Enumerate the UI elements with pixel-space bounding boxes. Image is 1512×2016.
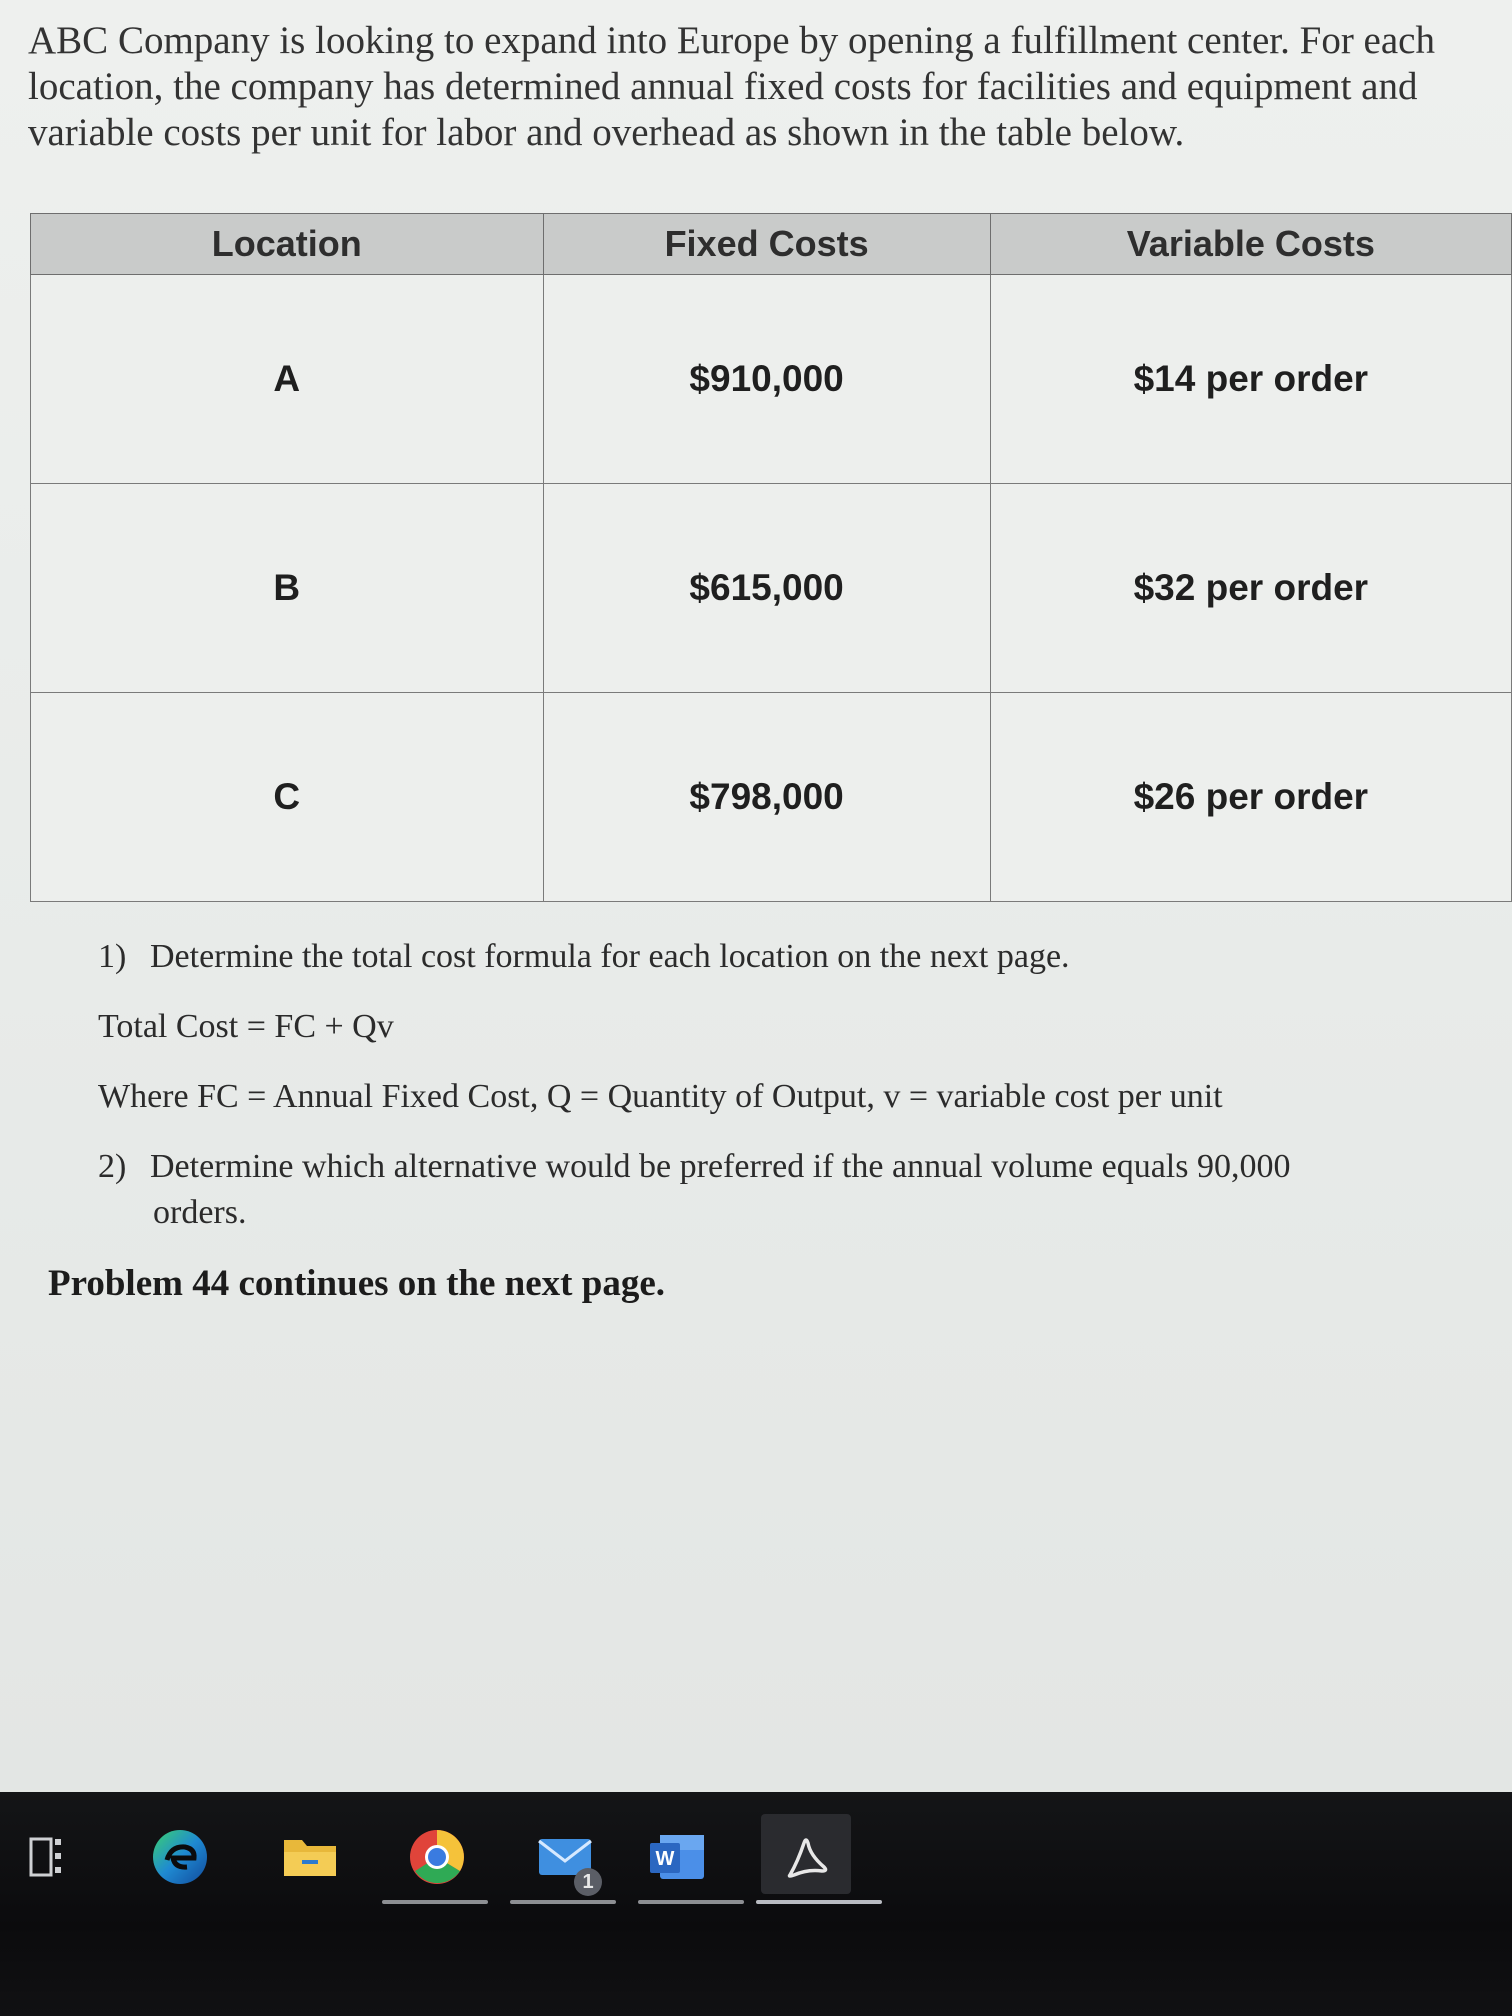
word-running-indicator	[638, 1900, 744, 1904]
question-2	[98, 1148, 1290, 1186]
table-row	[31, 484, 1512, 693]
formula-definitions: Where FC = Annual Fixed Cost, Q = Quantity of Output, v = variable cost per unit	[98, 1078, 1223, 1115]
continues-note: Problem 44 continues on the next page.	[48, 1263, 666, 1304]
intro-paragraph: ABC Company is looking to expand into Europe by opening a fulfillment center. For each location, the company has determined annual fixed costs for facilities and equipment and variable costs per unit for labor and overhead as shown in the table below.	[28, 19, 1435, 154]
word-letter: W	[655, 1848, 675, 1870]
file-explorer-icon[interactable]	[275, 1822, 345, 1892]
mail-unread-badge: 1	[574, 1868, 602, 1896]
cost-table	[30, 213, 1512, 902]
table-header-row	[31, 214, 1512, 275]
chrome-icon[interactable]	[402, 1822, 472, 1892]
cell-fixed-cost: $798,000	[543, 693, 990, 902]
header-variable-costs: Variable Costs	[990, 214, 1511, 275]
cell-fixed-cost: $910,000	[543, 275, 990, 484]
cell-variable-cost: $26 per order	[990, 693, 1511, 902]
cell-location: A	[31, 275, 544, 484]
acrobat-running-indicator	[756, 1900, 882, 1904]
cell-variable-cost: $14 per order	[990, 275, 1511, 484]
cell-location: B	[31, 484, 544, 693]
header-fixed-costs: Fixed Costs	[543, 214, 990, 275]
chrome-running-indicator	[382, 1900, 488, 1904]
formula-line: Total Cost = FC + Qv	[98, 1008, 394, 1045]
cell-location: C	[31, 693, 544, 902]
question-2-number: 2)	[98, 1148, 127, 1185]
question-1-number: 1)	[98, 938, 127, 975]
task-view-icon[interactable]	[14, 1822, 84, 1892]
acrobat-icon[interactable]	[771, 1822, 841, 1892]
cell-fixed-cost: $615,000	[543, 484, 990, 693]
mail-running-indicator	[510, 1900, 616, 1904]
header-location: Location	[31, 214, 544, 275]
taskbar	[0, 1792, 1512, 2016]
question-2-text: Determine which alternative would be preferred if the annual volume equals 90,000	[150, 1148, 1291, 1185]
question-1-text: Determine the total cost formula for each location on the next page.	[150, 938, 1070, 975]
edge-icon[interactable]	[145, 1822, 215, 1892]
question-2-continuation: orders.	[153, 1194, 247, 1231]
table-row	[31, 693, 1512, 902]
table-row	[31, 275, 1512, 484]
word-icon[interactable]	[642, 1822, 712, 1892]
cell-variable-cost: $32 per order	[990, 484, 1511, 693]
question-1	[98, 938, 1070, 976]
